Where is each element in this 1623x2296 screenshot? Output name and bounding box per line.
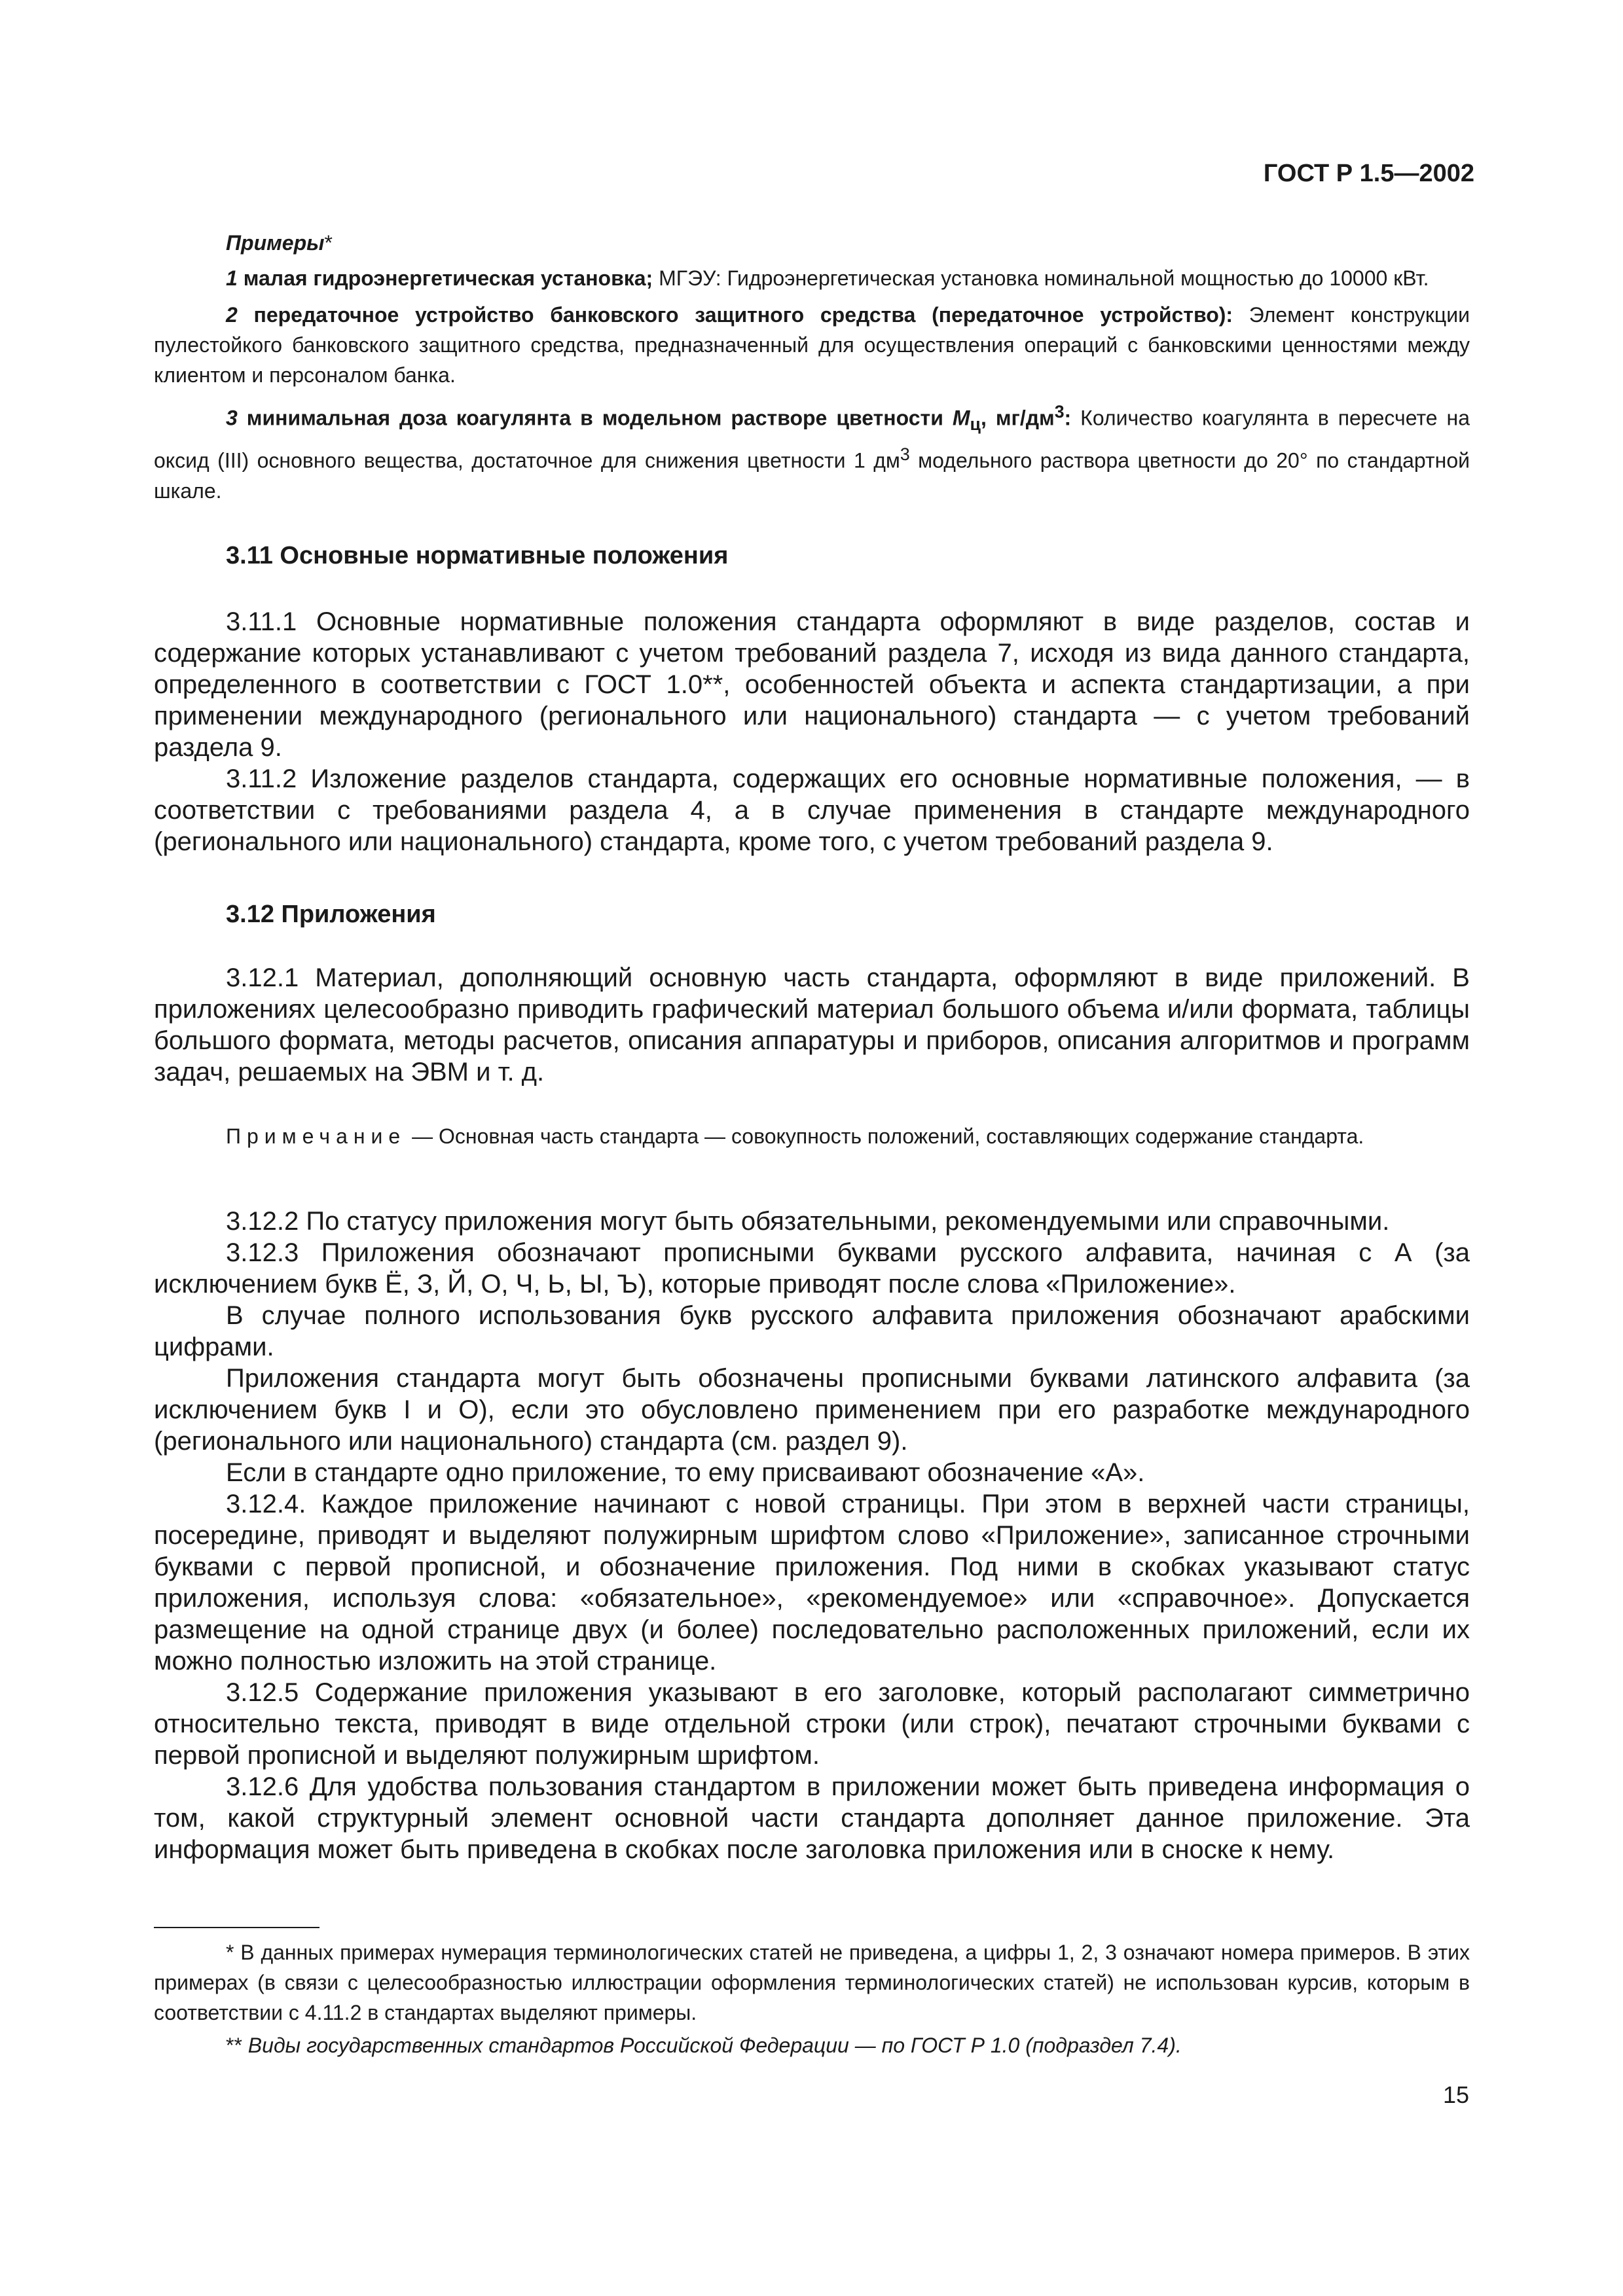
paragraph: 3.12.5 Содержание приложения указывают в его заголовке, который располагают симметрично относительно текста, приводят в виде отдельной строки (или строк), печатают строчными буквами с первой прописной и выделяют полужирным шрифтом. [154, 1678, 1470, 1770]
paragraph: 3.12.1 Материал, дополняющий основную часть стандарта, оформляют в виде приложений. В приложениях целесообразно приводить графический материал большого объема и/или формата, таблицы большого формата, методы расчетов, описания аппаратуры и приборов, описания алгоритмов и программ задач, решаемых на ЭВМ и т. д. [154, 963, 1470, 1086]
paragraph: 3.12.6 Для удобства пользования стандартом в приложении может быть приведена информация о том, какой структурный элемент основной части стандарта дополняет данное приложение. Эта информация может быть приведена в скобках после заголовка приложения или в сноске к нему. [154, 1772, 1470, 1864]
section-3-12-heading: 3.12 Приложения [226, 901, 436, 928]
section-3-11-heading: 3.11 Основные нормативные положения [226, 542, 729, 569]
page-number: 15 [1442, 2081, 1469, 2108]
paragraph: Приложения стандарта могут быть обозначены прописными буквами латинского алфавита (за исключением букв I и O), если это обусловлено применением при его разработке международного (регионального или национального) стандарта (см. раздел 9). [154, 1364, 1470, 1456]
examples-block [154, 228, 1470, 506]
example-item: 3 минимальная доза коагулянта в модельном растворе цветности $М_ц$, $мг/дм^3$: Количество коагулянта в пересчете на оксид (III) основного вещества, достаточное для снижения цветности 1 $дм^3$ модельного раствора цветности до 20° по стандартной шкале. [154, 402, 1470, 503]
footnote-2: ** Виды государственных стандартов Российской Федерации — по ГОСТ Р 1.0 (подраздел 7.4). [226, 2034, 1182, 2057]
paragraph: 3.12.4. Каждое приложение начинают с новой страницы. При этом в верхней части страницы, посередине, приводят и выделяют полужирным шрифтом слово «Приложение», записанное строчными буквами с первой прописной, и обозначение приложения. Под ними в скобках указывают статус приложения, используя слова: «обязательное», «рекомендуемое» или «справочное». Допускается размещение на одной странице двух (и более) последовательно расположенных приложений, если их можно полностью изложить на этой странице. [154, 1490, 1470, 1676]
note-block [154, 1121, 1470, 1151]
examples-title: Примеры* [226, 231, 333, 255]
paragraph: 3.12.2 По статусу приложения могут быть обязательными, рекомендуемыми или справочными. [226, 1207, 1390, 1236]
standard-designation: ГОСТ Р 1.5—2002 [1263, 160, 1474, 187]
paragraph: В случае полного использования букв русского алфавита приложения обозначают арабскими цифрами. [154, 1301, 1470, 1361]
footnote-divider [154, 1927, 319, 1928]
section-3-12-body [154, 1206, 1470, 1865]
note: Примечание — Основная часть стандарта — совокупность положений, составляющих содержание стандарта. [226, 1124, 1364, 1148]
paragraph: Если в стандарте одно приложение, то ему присваивают обозначение «А». [226, 1458, 1145, 1487]
paragraph: 3.11.2 Изложение разделов стандарта, содержащих его основные нормативные положения, — в соответствии с требованиями раздела 4, а в случае применения в стандарте международного (регионального или национального) стандарта, кроме того, с учетом требований раздела 9. [154, 764, 1470, 856]
example-item: 2 передаточное устройство банковского защитного средства (передаточное устройство): Элемент конструкции пулестойкого банковского защитного средства, предназначенный для осуществления операций с банковскими ценностями между клиентом и персоналом банка. [154, 303, 1470, 387]
footnote-1: * В данных примерах нумерация терминологических статей не приведена, а цифры 1, 2, 3 означают номера примеров. В этих примерах (в связи с целесообразностью иллюстрации оформления терминологических статей) не использован курсив, которым в соответствии с 4.11.2 в стандартах выделяют примеры. [154, 1941, 1470, 2024]
section-3-11-body [154, 606, 1470, 857]
footnotes [154, 1937, 1470, 2060]
section-3-12-p1 [154, 962, 1470, 1088]
paragraph: 3.11.1 Основные нормативные положения стандарта оформляют в виде разделов, состав и содержание которых устанавливают с учетом требований раздела 7, исходя из вида данного стандарта, определенного в соответствии с ГОСТ 1.0**, особенностей объекта и аспекта стандартизации, а при применении международного (регионального или национального) стандарта — с учетом требований раздела 9. [154, 607, 1470, 762]
paragraph: 3.12.3 Приложения обозначают прописными буквами русского алфавита, начиная с А (за исключением букв Ё, З, Й, О, Ч, Ь, Ы, Ъ), которые приводят после слова «Приложение». [154, 1238, 1470, 1299]
example-item: 1 малая гидроэнергетическая установка; МГЭУ: Гидроэнергетическая установка номинальной мощностью до 10000 кВт. [226, 266, 1429, 290]
